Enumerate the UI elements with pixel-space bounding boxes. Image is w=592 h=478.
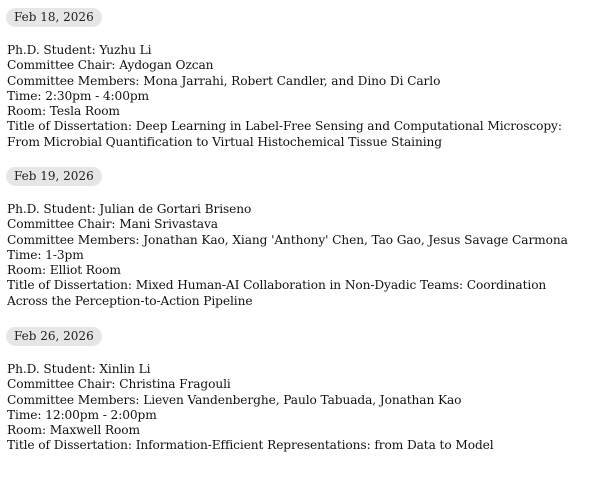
student-name: Yuzhu Li	[99, 43, 152, 57]
committee-chair: Aydogan Ozcan	[119, 58, 214, 73]
event-room: Elliot Room	[49, 263, 121, 278]
room-label: Room:	[7, 263, 47, 278]
dissertation-title: Information-Efficient Representations: from Data to Model	[135, 438, 494, 453]
event-details	[7, 43, 587, 150]
event-time: 12:00pm - 2:00pm	[45, 407, 157, 422]
chair-label: Committee Chair:	[7, 58, 116, 73]
event-time: 2:30pm - 4:00pm	[45, 88, 150, 103]
chair-line	[7, 217, 587, 232]
time-line	[7, 408, 587, 423]
event-details	[7, 202, 587, 309]
room-line	[7, 263, 587, 278]
event-room: Maxwell Room	[49, 423, 140, 438]
members-label: Committee Members:	[7, 232, 140, 247]
title-label: Title of Dissertation:	[7, 119, 132, 134]
event-details	[7, 362, 587, 454]
event-entry-feb-18	[7, 6, 587, 150]
title-line	[7, 438, 587, 453]
title-line	[7, 119, 587, 150]
student-label: Ph.D. Student:	[7, 43, 96, 57]
event-time: 1-3pm	[45, 247, 84, 262]
members-line	[7, 233, 587, 248]
student-line	[7, 362, 587, 377]
chair-line	[7, 58, 587, 73]
chair-line	[7, 377, 587, 392]
chair-label: Committee Chair:	[7, 217, 116, 232]
committee-chair: Christina Fragouli	[119, 377, 231, 392]
student-name: Xinlin Li	[99, 362, 151, 376]
title-label: Title of Dissertation:	[7, 278, 132, 293]
time-line	[7, 248, 587, 263]
chair-label: Committee Chair:	[7, 377, 116, 392]
title-label: Title of Dissertation:	[7, 438, 132, 453]
dissertation-title: Mixed Human-AI Collaboration in Non-Dyadic Teams: Coordination Across the Perception-to-Action Pipeline	[7, 278, 547, 308]
time-label: Time:	[7, 247, 42, 262]
student-label: Ph.D. Student:	[7, 362, 96, 376]
room-label: Room:	[7, 423, 47, 438]
time-label: Time:	[7, 407, 42, 422]
event-room: Tesla Room	[49, 104, 120, 119]
members-line	[7, 393, 587, 408]
committee-members: Mona Jarrahi, Robert Candler, and Dino Di Carlo	[143, 73, 441, 88]
student-line	[7, 43, 587, 58]
dissertation-title: Deep Learning in Label-Free Sensing and Computational Microscopy: From Microbial Quantification to Virtual Histochemical Tissue Staining	[7, 119, 562, 149]
committee-members: Jonathan Kao, Xiang 'Anthony' Chen, Tao Gao, Jesus Savage Carmona	[143, 232, 568, 247]
date-badge: Feb 26, 2026	[6, 327, 102, 346]
student-name: Julian de Gortari Briseno	[99, 202, 252, 216]
date-badge: Feb 19, 2026	[6, 167, 102, 186]
members-label: Committee Members:	[7, 392, 140, 407]
event-entry-feb-26	[7, 325, 587, 454]
members-line	[7, 74, 587, 89]
committee-members: Lieven Vandenberghe, Paulo Tabuada, Jonathan Kao	[143, 392, 462, 407]
date-badge: Feb 18, 2026	[6, 8, 102, 27]
committee-chair: Mani Srivastava	[119, 217, 218, 232]
student-label: Ph.D. Student:	[7, 202, 96, 216]
members-label: Committee Members:	[7, 73, 140, 88]
student-line	[7, 202, 587, 217]
event-entry-feb-19	[7, 165, 587, 309]
room-line	[7, 104, 587, 119]
room-line	[7, 423, 587, 438]
title-line	[7, 278, 587, 309]
room-label: Room:	[7, 104, 47, 119]
time-label: Time:	[7, 88, 42, 103]
time-line	[7, 89, 587, 104]
